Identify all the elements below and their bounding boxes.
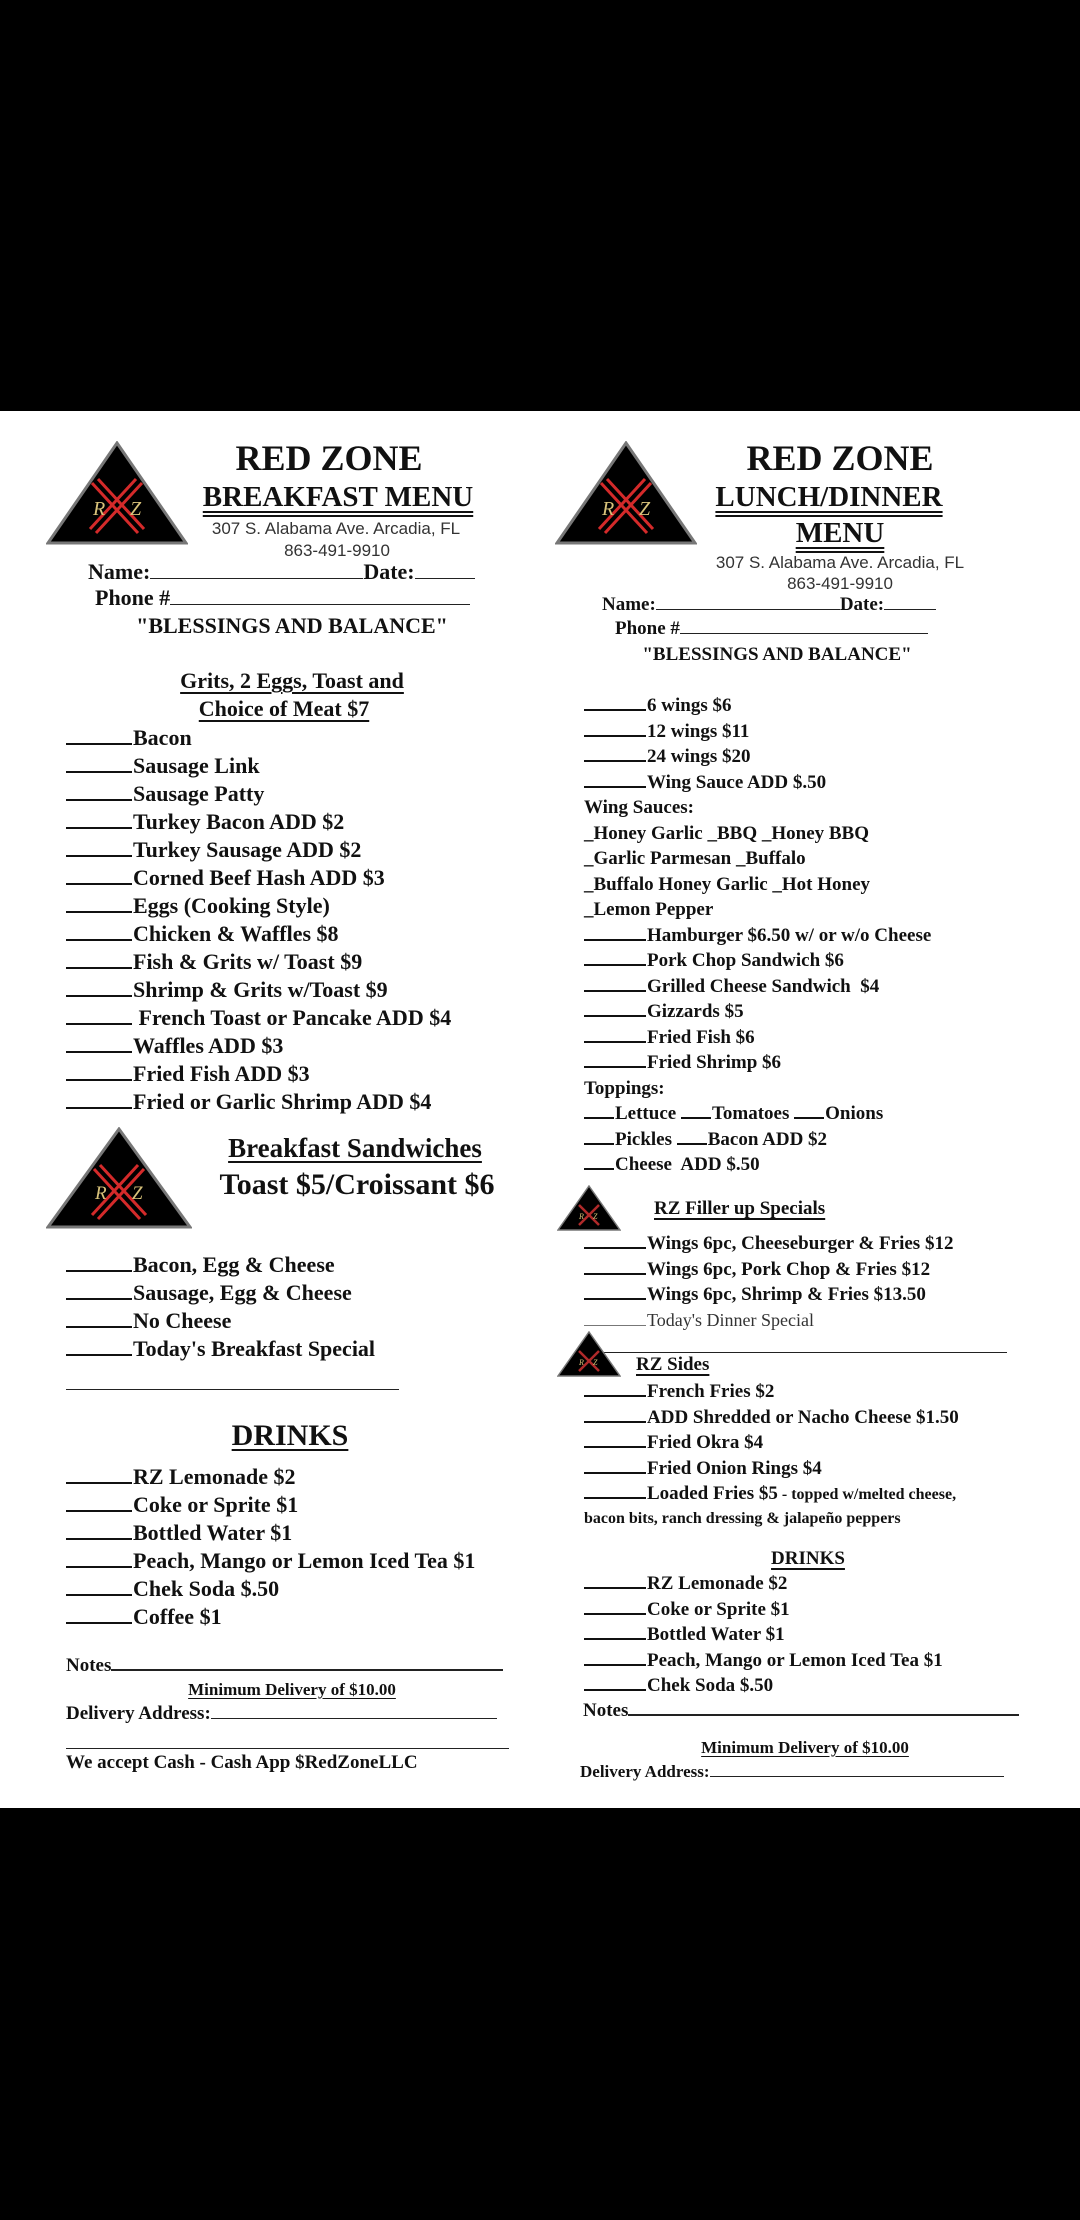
toppings-row-3: Cheese ADD $.50 bbox=[584, 1152, 931, 1178]
list-item: Fried Fish ADD $3 bbox=[66, 1060, 451, 1088]
name-date-field bbox=[602, 594, 936, 616]
svg-text:R: R bbox=[93, 498, 106, 520]
notes-label: Notes bbox=[66, 1655, 112, 1676]
red-zone-logo-icon bbox=[557, 1331, 621, 1377]
topping-checkbox[interactable] bbox=[677, 1141, 707, 1145]
delivery-address-input-line[interactable] bbox=[211, 1716, 497, 1719]
quantity-blank[interactable] bbox=[584, 1495, 646, 1499]
special-write-in-line[interactable] bbox=[66, 1389, 399, 1390]
quantity-blank[interactable] bbox=[66, 1480, 132, 1484]
phone-field bbox=[615, 618, 928, 640]
list-item: Sausage, Egg & Cheese bbox=[66, 1279, 375, 1307]
list-item: Peach, Mango or Lemon Iced Tea $1 bbox=[584, 1648, 943, 1674]
quantity-blank[interactable] bbox=[584, 937, 646, 941]
quantity-blank[interactable] bbox=[584, 988, 646, 992]
quantity-blank[interactable] bbox=[584, 1419, 646, 1423]
quantity-blank[interactable] bbox=[66, 909, 132, 913]
list-item: Bottled Water $1 bbox=[66, 1519, 475, 1547]
quantity-blank[interactable] bbox=[584, 1585, 646, 1589]
notes-field bbox=[66, 1655, 503, 1677]
toppings-label: Toppings: bbox=[584, 1077, 665, 1099]
list-item: Fried Fish $6 bbox=[584, 1025, 931, 1051]
list-item: No Cheese bbox=[66, 1307, 375, 1335]
motto: "BLESSINGS AND BALANCE" bbox=[136, 613, 448, 638]
list-item: Wings 6pc, Pork Chop & Fries $12 bbox=[584, 1257, 953, 1283]
minimum-delivery-note: Minimum Delivery of $10.00 bbox=[701, 1738, 909, 1757]
list-item: Chicken & Waffles $8 bbox=[66, 920, 451, 948]
restaurant-title: RED ZONE bbox=[746, 438, 934, 478]
topping-checkbox[interactable] bbox=[794, 1115, 824, 1119]
list-item: Gizzards $5 bbox=[584, 999, 931, 1025]
date-label: Date: bbox=[363, 559, 415, 584]
svg-text:R: R bbox=[579, 1212, 584, 1221]
sandwich-prices: Toast $5/Croissant $6 bbox=[219, 1168, 495, 1201]
quantity-blank[interactable] bbox=[584, 962, 646, 966]
combo-heading-line1: Grits, 2 Eggs, Toast and bbox=[180, 668, 404, 693]
quantity-blank[interactable] bbox=[66, 1021, 132, 1025]
topping-checkbox[interactable] bbox=[584, 1115, 614, 1119]
motto: "BLESSINGS AND BALANCE" bbox=[642, 644, 912, 665]
svg-text:R: R bbox=[579, 1358, 584, 1367]
quantity-blank[interactable] bbox=[584, 1611, 646, 1615]
address: 307 S. Alabama Ave. Arcadia, FL bbox=[715, 553, 965, 572]
quantity-blank[interactable] bbox=[66, 1324, 132, 1328]
quantity-blank[interactable] bbox=[66, 1296, 132, 1300]
quantity-blank[interactable] bbox=[584, 707, 646, 711]
payment-note: We accept Cash - Cash App $RedZoneLLC bbox=[66, 1752, 418, 1773]
list-item: Grilled Cheese Sandwich $4 bbox=[584, 974, 931, 1000]
specials-list bbox=[584, 1231, 953, 1333]
phone-input-line[interactable] bbox=[680, 631, 928, 634]
list-item: Turkey Sausage ADD $2 bbox=[66, 836, 451, 864]
list-item: Fried Okra $4 bbox=[584, 1430, 959, 1456]
delivery-address-label: Delivery Address: bbox=[66, 1703, 211, 1724]
date-input-line[interactable] bbox=[415, 576, 475, 579]
list-item: Coke or Sprite $1 bbox=[584, 1597, 943, 1623]
drinks-list bbox=[66, 1463, 475, 1631]
quantity-blank[interactable] bbox=[584, 733, 646, 737]
notes-label: Notes bbox=[583, 1700, 629, 1721]
date-input-line[interactable] bbox=[884, 607, 936, 610]
sides-heading: RZ Sides bbox=[636, 1354, 710, 1375]
list-item: Peach, Mango or Lemon Iced Tea $1 bbox=[66, 1547, 475, 1575]
notes-field bbox=[583, 1700, 1019, 1722]
list-item: 6 wings $6 bbox=[584, 693, 931, 719]
quantity-blank[interactable] bbox=[584, 1064, 646, 1068]
quantity-blank[interactable] bbox=[584, 1245, 646, 1249]
quantity-blank[interactable] bbox=[66, 965, 132, 969]
topping-checkbox[interactable] bbox=[681, 1115, 711, 1119]
drinks-list bbox=[584, 1571, 943, 1699]
list-item: 12 wings $11 bbox=[584, 719, 931, 745]
list-item: Sausage Patty bbox=[66, 780, 451, 808]
list-item: French Fries $2 bbox=[584, 1379, 959, 1405]
date-label: Date: bbox=[839, 594, 885, 615]
delivery-address-label: Delivery Address: bbox=[580, 1762, 710, 1781]
list-item: Fried Onion Rings $4 bbox=[584, 1456, 959, 1482]
list-item: Today's Breakfast Special bbox=[66, 1335, 375, 1363]
list-item: Today's Dinner Special bbox=[584, 1308, 953, 1334]
quantity-blank[interactable] bbox=[66, 1105, 132, 1109]
list-item: Coffee $1 bbox=[66, 1603, 475, 1631]
list-item: RZ Lemonade $2 bbox=[584, 1571, 943, 1597]
quantity-blank[interactable] bbox=[66, 1592, 132, 1596]
quantity-blank[interactable] bbox=[66, 1564, 132, 1568]
quantity-blank[interactable] bbox=[66, 1268, 132, 1272]
delivery-address-field bbox=[580, 1762, 1004, 1782]
sides-list bbox=[584, 1379, 959, 1530]
topping-checkbox[interactable] bbox=[584, 1166, 614, 1170]
list-item: Eggs (Cooking Style) bbox=[66, 892, 451, 920]
quantity-blank[interactable] bbox=[584, 1444, 646, 1448]
specials-heading: RZ Filler up Specials bbox=[654, 1198, 826, 1219]
list-item: Fried or Garlic Shrimp ADD $4 bbox=[66, 1088, 451, 1116]
name-label: Name: bbox=[88, 559, 151, 584]
list-item: Wing Sauce ADD $.50 bbox=[584, 770, 931, 796]
topping-checkbox[interactable] bbox=[584, 1141, 614, 1145]
quantity-blank[interactable] bbox=[66, 1352, 132, 1356]
wing-sauce-options[interactable]: _Garlic Parmesan _Buffalo bbox=[584, 848, 806, 869]
phone-label: Phone # bbox=[615, 618, 680, 639]
name-label: Name: bbox=[602, 594, 656, 615]
list-item: Chek Soda $.50 bbox=[584, 1673, 943, 1699]
list-item: French Toast or Pancake ADD $4 bbox=[66, 1004, 451, 1032]
list-item: Chek Soda $.50 bbox=[66, 1575, 475, 1603]
quantity-blank[interactable] bbox=[584, 1271, 646, 1275]
red-zone-logo-icon bbox=[46, 441, 188, 545]
list-item: Hamburger $6.50 w/ or w/o Cheese bbox=[584, 923, 931, 949]
svg-text:Z: Z bbox=[130, 498, 142, 520]
restaurant-title: RED ZONE bbox=[235, 438, 423, 478]
list-item: Bacon, Egg & Cheese bbox=[66, 1251, 375, 1279]
special-write-in-line[interactable] bbox=[604, 1352, 1007, 1353]
svg-text:R: R bbox=[602, 498, 615, 520]
quantity-blank[interactable] bbox=[66, 741, 132, 745]
phone-field bbox=[95, 585, 470, 611]
drinks-heading: DRINKS bbox=[771, 1548, 845, 1569]
quantity-blank[interactable] bbox=[66, 1536, 132, 1540]
minimum-delivery-note: Minimum Delivery of $10.00 bbox=[188, 1680, 396, 1699]
quantity-blank[interactable] bbox=[66, 1077, 132, 1081]
list-item: Pork Chop Sandwich $6 bbox=[584, 948, 931, 974]
combo-heading-line2: Choice of Meat $7 bbox=[198, 696, 370, 721]
quantity-blank[interactable] bbox=[584, 1470, 646, 1474]
menu-subtitle: BREAKFAST MENU bbox=[202, 481, 474, 513]
list-item: Wings 6pc, Shrimp & Fries $13.50 bbox=[584, 1282, 953, 1308]
phone-label: Phone # bbox=[95, 585, 171, 610]
quantity-blank[interactable] bbox=[584, 1687, 646, 1691]
notes-input-line[interactable] bbox=[111, 1667, 503, 1671]
quantity-blank[interactable] bbox=[66, 1620, 132, 1624]
address: 307 S. Alabama Ave. Arcadia, FL bbox=[211, 519, 461, 538]
wing-sauces-label: Wing Sauces: bbox=[584, 797, 694, 818]
notes-input-line[interactable] bbox=[628, 1712, 1019, 1716]
svg-text:Z: Z bbox=[132, 1183, 143, 1204]
list-item: Waffles ADD $3 bbox=[66, 1032, 451, 1060]
menu-sheet bbox=[0, 411, 1080, 1808]
list-item: Coke or Sprite $1 bbox=[66, 1491, 475, 1519]
quantity-blank[interactable] bbox=[584, 1296, 646, 1300]
quantity-blank[interactable] bbox=[584, 1013, 646, 1017]
svg-text:Z: Z bbox=[639, 498, 651, 520]
wing-sauce-options[interactable]: _Lemon Pepper bbox=[584, 899, 714, 920]
quantity-blank[interactable] bbox=[66, 1049, 132, 1053]
drinks-heading: DRINKS bbox=[231, 1419, 349, 1452]
list-item: Wings 6pc, Cheeseburger & Fries $12 bbox=[584, 1231, 953, 1257]
quantity-blank[interactable] bbox=[66, 797, 132, 801]
quantity-blank[interactable] bbox=[584, 758, 646, 762]
list-item: Loaded Fries $5 - topped w/melted cheese, bbox=[584, 1481, 959, 1508]
quantity-blank[interactable] bbox=[584, 1662, 646, 1666]
sandwich-heading: Breakfast Sandwiches bbox=[228, 1133, 482, 1163]
list-item: Bottled Water $1 bbox=[584, 1622, 943, 1648]
menu-subtitle-line2: MENU bbox=[795, 517, 885, 549]
name-date-field bbox=[88, 559, 475, 585]
combo-items-list bbox=[66, 724, 451, 1116]
red-zone-logo-icon bbox=[557, 1185, 621, 1231]
wing-sauce-options[interactable]: _Buffalo Honey Garlic _Hot Honey bbox=[584, 873, 871, 895]
red-zone-logo-icon bbox=[555, 441, 697, 545]
list-item: RZ Lemonade $2 bbox=[66, 1463, 475, 1491]
toppings-row-2: Pickles Bacon ADD $2 bbox=[584, 1127, 931, 1153]
list-item: Sausage Link bbox=[66, 752, 451, 780]
quantity-blank[interactable] bbox=[584, 1636, 646, 1640]
toppings-row-1: Lettuce Tomatoes Onions bbox=[584, 1101, 931, 1127]
phone-number: 863-491-9910 bbox=[787, 574, 893, 593]
delivery-address-line-2[interactable] bbox=[66, 1748, 509, 1749]
quantity-blank[interactable] bbox=[66, 881, 132, 885]
quantity-blank[interactable] bbox=[66, 853, 132, 857]
list-item: Fish & Grits w/ Toast $9 bbox=[66, 948, 451, 976]
sandwich-items-list bbox=[66, 1251, 375, 1363]
quantity-blank[interactable] bbox=[66, 769, 132, 773]
wings-list bbox=[584, 693, 931, 1178]
quantity-blank[interactable] bbox=[584, 1039, 646, 1043]
quantity-blank[interactable] bbox=[66, 1508, 132, 1512]
svg-text:Z: Z bbox=[593, 1358, 598, 1367]
wing-sauce-options[interactable]: _Honey Garlic _BBQ _Honey BBQ bbox=[584, 822, 870, 844]
quantity-blank[interactable] bbox=[584, 1393, 646, 1397]
delivery-address-input-line[interactable] bbox=[710, 1774, 1004, 1777]
list-item: Fried Shrimp $6 bbox=[584, 1050, 931, 1076]
svg-text:Z: Z bbox=[593, 1212, 598, 1221]
quantity-blank[interactable] bbox=[66, 825, 132, 829]
red-zone-logo-icon bbox=[46, 1127, 192, 1229]
list-item: ADD Shredded or Nacho Cheese $1.50 bbox=[584, 1405, 959, 1431]
list-item: Shrimp & Grits w/Toast $9 bbox=[66, 976, 451, 1004]
delivery-address-field bbox=[66, 1703, 497, 1725]
quantity-blank[interactable] bbox=[66, 937, 132, 941]
quantity-blank[interactable] bbox=[66, 993, 132, 997]
phone-number: 863-491-9910 bbox=[284, 541, 390, 560]
loaded-fries-description: bacon bits, ranch dressing & jalapeño peppers bbox=[584, 1509, 901, 1527]
list-item: Turkey Bacon ADD $2 bbox=[66, 808, 451, 836]
list-item: Corned Beef Hash ADD $3 bbox=[66, 864, 451, 892]
quantity-blank[interactable] bbox=[584, 1323, 646, 1326]
list-item: Bacon bbox=[66, 724, 451, 752]
name-input-line[interactable] bbox=[150, 576, 363, 579]
svg-text:R: R bbox=[95, 1183, 107, 1204]
name-input-line[interactable] bbox=[656, 607, 840, 610]
menu-subtitle-line1: LUNCH/DINNER bbox=[715, 481, 943, 513]
phone-input-line[interactable] bbox=[170, 602, 470, 605]
quantity-blank[interactable] bbox=[584, 784, 646, 788]
list-item: 24 wings $20 bbox=[584, 744, 931, 770]
